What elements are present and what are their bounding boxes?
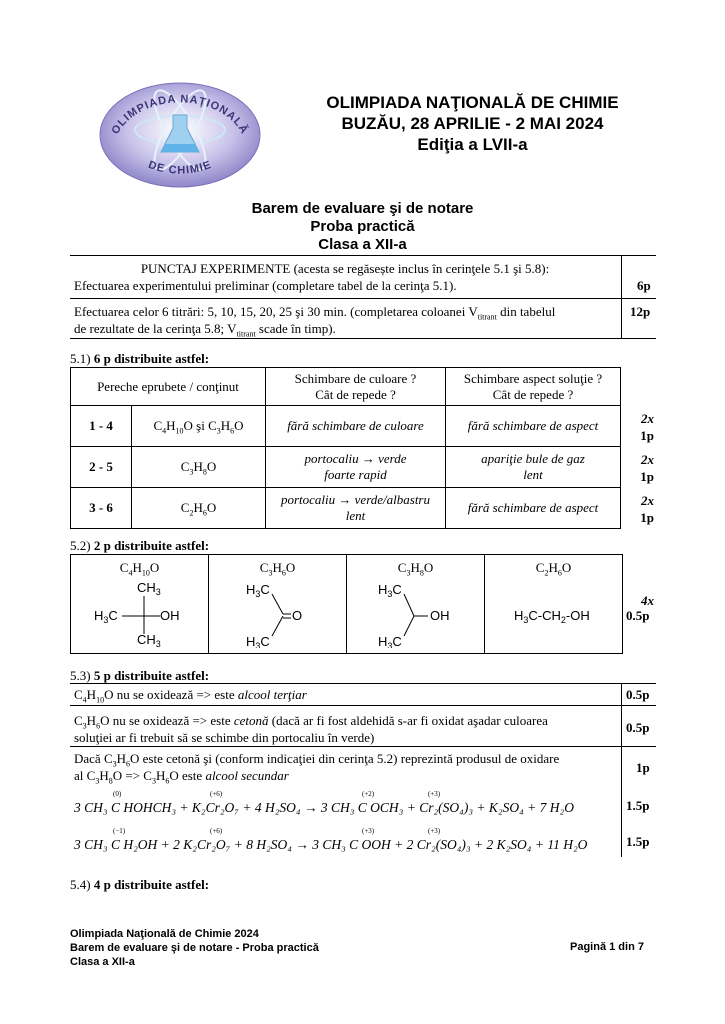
footer-line2: Barem de evaluare şi de notare - Proba practică (70, 942, 319, 954)
footer-line3: Clasa a XII-a (70, 956, 135, 968)
s53-row2: $C_3H_6O$ nu se oxidează => este cetonă (dacă ar fi fost aldehidă s-ar fi oxidat aşadar culoarea soluţiei ar fi trebuit să se schimbe din portocaliu în verde) (74, 713, 548, 745)
mol-acetone (210, 576, 345, 648)
mol-cell-1: $C_4H_{10}O$ $CH_3$ $H_3C$ OH $CH_3$ (71, 555, 209, 654)
punctaj-row2-points: 12p (630, 304, 651, 319)
table-5-2 (70, 554, 623, 654)
row2-points: 2x 1p (640, 452, 654, 484)
svg-text:H3C: $H_3C$ (378, 634, 402, 648)
svg-text:O: O (292, 608, 303, 623)
footer-line1: Olimpiada Naţională de Chimie 2024 (70, 928, 259, 940)
s53-row3: Dacă $C_3H_6O$ este cetonă şi (conform indicaţiei din cerinţa 5.2) reprezintă produsul de oxidare al $C_3H_8O => C_3H_6O$ este alcool secundar (74, 751, 560, 786)
mol-cell-4: $C_2H_6O$ $H_3C-CH_2-OH$ (485, 555, 623, 654)
footer (70, 927, 319, 969)
olympiad-logo (95, 80, 265, 190)
title-line1: Barem de evaluare şi de notare (251, 200, 474, 217)
svg-text:H3C: $H_3C$ (246, 634, 270, 648)
row3-points: 2x 1p (640, 493, 654, 525)
table-row: 1 - 4 $C_4H_{10}O$ şi $C_3H_6O$ (71, 406, 266, 447)
th-color: Schimbare de culoare ? Cât de repede ? (266, 368, 446, 406)
s53-row1: $C_4H_{10}O$ nu se oxidează => este alcool terţiar (74, 687, 307, 705)
punctaj-row2-line1: Efectuarea celor 6 titrări: 5, 10, 15, 20, 25 şi 30 min. (completarea coloanei $V_{titrant}$ din tabelul (74, 304, 556, 322)
svg-text:H3C: $H_3C$ (94, 608, 118, 625)
header-line1: OLIMPIADA NAŢIONALĂ DE CHIMIE (326, 93, 619, 112)
header-block (300, 92, 645, 155)
table-row: 2 - 5 $C_3H_8O$ (71, 447, 266, 488)
equation-2: 3 CH₃ C H₂OH + 2 K₂Cr₂O₇ + 8 H₂SO₄ → 3 CH₃ C OOH + 2 Cr₂(SO₄)₃ + 2 K₂SO₄ + 11 H₂O (74, 837, 588, 852)
table-5-1: Pereche eprubete / conţinut Schimbare de culoare ? Cât de repede ? Schimbare aspect soluţie ? Cât de repede ? 1 - 4 $C_4H_{10}O$ şi $C_3H_6O$ fără schimbare de culoare fără schimbare de aspect 2 - 5 $C_3H_8O$ portocaliu → verde foarte rapid apariţie bule de gaz lent 3 - 6 $C_2H_6O$ portocaliu → verde/albastru lent fără schimbare de aspect (70, 367, 621, 529)
document-title (150, 200, 575, 254)
svg-text:H3C: $H_3C$ (246, 582, 270, 599)
mol-cell-3: $C_3H_8O$ $H_3C$ OH $H_3C$ (347, 555, 485, 654)
header-line2: BUZĂU, 28 APRILIE - 2 MAI 2024 (341, 114, 604, 133)
mol-cell-2: $C_3H_6O$ $H_3C$ O $H_3C$ (209, 555, 347, 654)
mol-tertbutanol (72, 576, 207, 648)
table-row: 3 - 6 $C_2H_6O$ (71, 488, 266, 529)
punctaj-row1: Efectuarea experimentului preliminar (completare tabel de la cerinţa 5.1). (74, 278, 457, 293)
punctaj-heading: PUNCTAJ EXPERIMENTE (acesta se regăsește inclus în cerinţele 5.1 şi 5.8): (140, 261, 550, 276)
svg-text:H3C: $H_3C$ (378, 582, 402, 599)
title-line2: Proba practică (310, 218, 415, 235)
mol-ethanol (486, 576, 621, 648)
th-aspect: Schimbare aspect soluţie ? Cât de repede ? (446, 368, 621, 406)
equation-1: 3 CH₃ C HOHCH₃ + K₂Cr₂O₇ + 4 H₂SO₄ → 3 CH₃ C OCH₃ + Cr₂(SO₄)₃ + K₂SO₄ + 7 H₂O (74, 800, 574, 815)
svg-text:CH3: $CH_3$ (137, 580, 161, 597)
title-line3: Clasa a XII-a (318, 236, 407, 253)
th-pair: Pereche eprubete / conţinut (71, 368, 266, 406)
page-number: Pagină 1 din 7 (570, 941, 644, 953)
svg-text:CH3: $CH_3$ (137, 632, 161, 648)
punctaj-row1-points: 6p (637, 278, 651, 293)
section-5-3-heading: 5.3) 5 p distribuite astfel: (70, 668, 210, 683)
svg-text:H3C-CH2-OH: $H_3C-CH_2-OH$ (514, 608, 590, 625)
row1-points: 2x 1p (640, 411, 654, 443)
mol-isopropanol (348, 576, 483, 648)
logo-top-text: OLIMPIADA NAȚIONALĂ (109, 93, 251, 137)
s52-points: 4x (641, 593, 654, 608)
svg-text:OH: OH (160, 608, 180, 623)
punctaj-row2-line2: de rezultate de la cerinţa 5.8; $V_{titrant}$ scade în timp). (74, 321, 336, 339)
header-line3: Ediţia a LVII-a (417, 135, 528, 154)
section-5-1-heading: 5.1) 6 p distribuite astfel: (70, 351, 210, 366)
section-5-4-heading: 5.4) 4 p distribuite astfel: (70, 877, 210, 892)
logo-bottom-text: DE CHIMIE (146, 158, 214, 177)
svg-text:OH: OH (430, 608, 450, 623)
section-5-2-heading: 5.2) 2 p distribuite astfel: (70, 538, 210, 553)
